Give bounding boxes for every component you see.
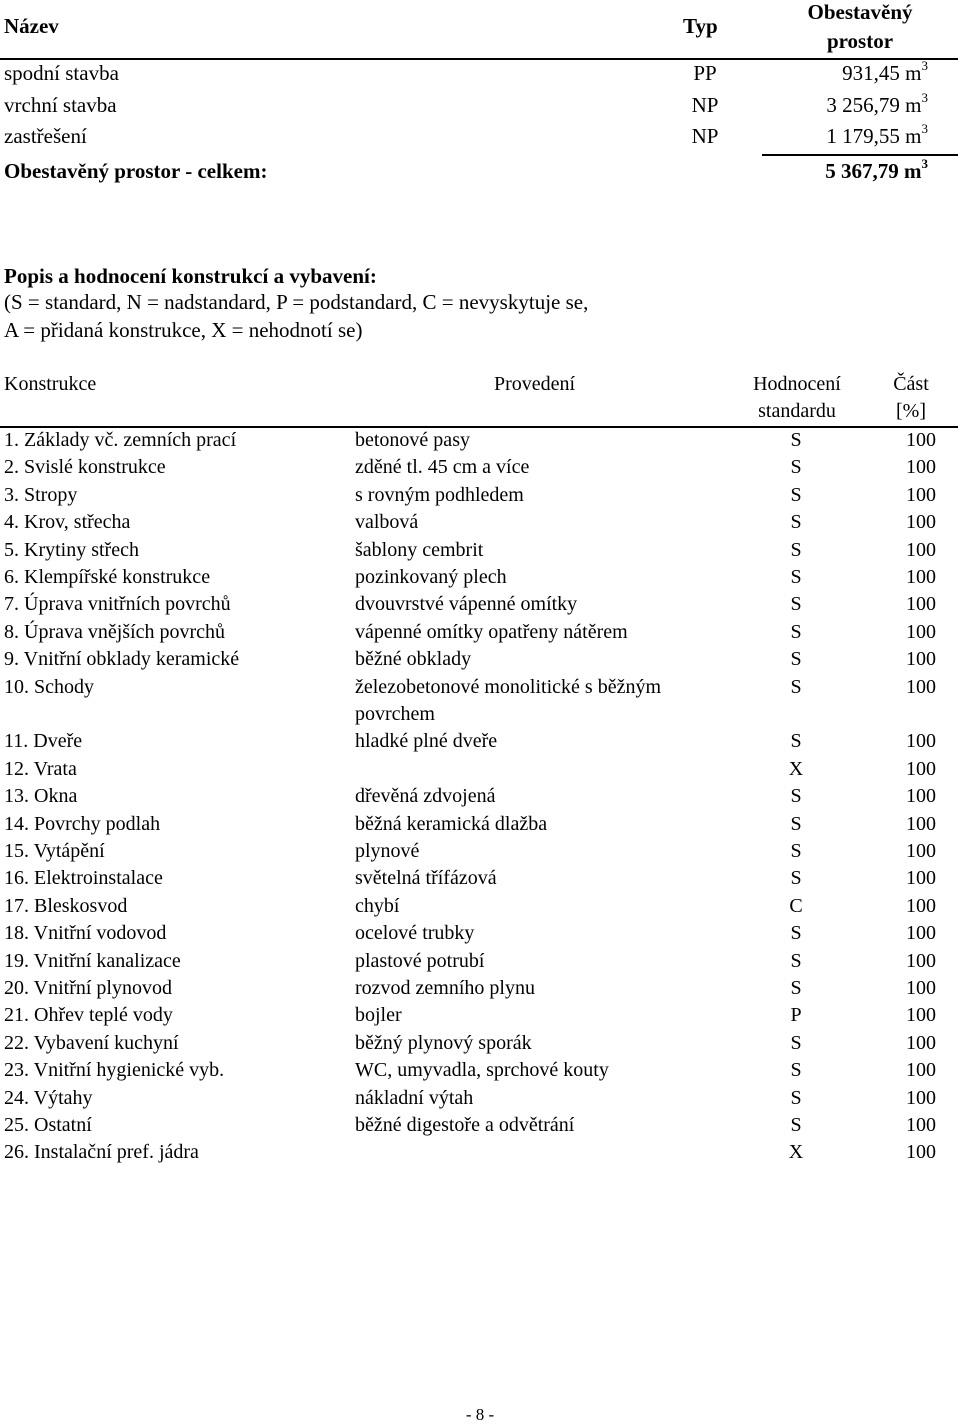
volume-row-name: zastřešení (4, 124, 87, 148)
table-row (0, 867, 960, 894)
volume-row-value: 3 256,79 $m^3$ (826, 90, 928, 117)
construction-execution-line2: povrchem (355, 703, 435, 725)
construction-share: 100 (906, 1114, 936, 1136)
construction-execution: světelná třífázová (355, 867, 497, 889)
construction-name: 7. Úprava vnitřních povrchů (4, 593, 231, 615)
construction-execution: běžná keramická dlažba (355, 813, 548, 835)
construction-rating: P (790, 1004, 802, 1026)
construction-execution: železobetonové monolitické s běžným (355, 676, 662, 698)
table-row (0, 977, 960, 1004)
construction-rating: S (790, 1114, 802, 1136)
construction-execution: s rovným podhledem (355, 484, 524, 506)
construction-execution: ocelové trubky (355, 922, 475, 944)
table-row (0, 539, 960, 566)
construction-rating: X (788, 1141, 804, 1163)
construction-share: 100 (906, 566, 936, 588)
construction-share: 100 (906, 950, 936, 972)
table-row (0, 950, 960, 977)
construction-name: 21. Ohřev teplé vody (4, 1004, 173, 1026)
volume-row-name: vrchní stavba (4, 93, 117, 117)
construction-execution: bojler (355, 1004, 402, 1026)
construction-rating: S (790, 429, 802, 451)
construction-share: 100 (906, 730, 936, 752)
construction-rating: S (790, 511, 802, 533)
construction-rating: S (790, 867, 802, 889)
header-space-line2: prostor (826, 29, 894, 53)
construction-execution: WC, umyvadla, sprchové kouty (355, 1059, 609, 1081)
construction-share: 100 (906, 867, 936, 889)
legend-line-1: (S = standard, N = nadstandard, P = podstandard, C = nevyskytuje se, (4, 290, 589, 314)
construction-rating: S (790, 566, 802, 588)
construction-name: 18. Vnitřní vodovod (4, 922, 167, 944)
construction-execution: pozinkovaný plech (355, 566, 507, 588)
construction-share: 100 (906, 1087, 936, 1109)
construction-share: 100 (906, 484, 936, 506)
table-row (0, 1141, 960, 1168)
table-row (0, 922, 960, 949)
construction-share: 100 (906, 840, 936, 862)
header-space-line1: Obestavěný (807, 0, 913, 24)
construction-rating: C (789, 895, 803, 917)
table-row (0, 456, 960, 483)
construction-rating: S (790, 593, 802, 615)
construction-name: 8. Úprava vnějších povrchů (4, 621, 226, 643)
table-row (0, 758, 960, 785)
construction-name: 1. Základy vč. zemních prací (4, 429, 237, 451)
header-share-line2: [%] (896, 400, 926, 422)
construction-rating: S (790, 922, 802, 944)
construction-execution: plynové (355, 840, 420, 862)
construction-share: 100 (906, 895, 936, 917)
table-row (0, 813, 960, 840)
construction-rating: S (790, 813, 802, 835)
construction-share: 100 (906, 511, 936, 533)
table-row (0, 676, 960, 725)
construction-name: 23. Vnitřní hygienické vyb. (4, 1059, 225, 1081)
volume-row-value: 1 179,55 $m^3$ (826, 121, 928, 148)
total-divider (762, 154, 958, 156)
construction-rating: S (790, 1059, 802, 1081)
construction-share: 100 (906, 785, 936, 807)
table-row (0, 621, 960, 648)
table-row (0, 840, 960, 867)
construction-rating: S (790, 539, 802, 561)
construction-share: 100 (906, 1141, 936, 1163)
construction-share: 100 (906, 1059, 936, 1081)
header-rating-line2: standardu (758, 400, 836, 422)
header-divider (0, 58, 958, 60)
construction-name: 19. Vnitřní kanalizace (4, 950, 181, 972)
volume-row-type: NP (691, 93, 719, 117)
header-name: Název (4, 14, 59, 38)
construction-share: 100 (906, 676, 936, 698)
construction-execution: zděné tl. 45 cm a více (355, 456, 530, 478)
table-row (0, 785, 960, 812)
construction-rating: S (790, 977, 802, 999)
page-number: - 8 - (465, 1405, 495, 1424)
total-value: 5 367,79 $m^3$ (825, 156, 928, 183)
construction-name: 26. Instalační pref. jádra (4, 1141, 199, 1163)
construction-share: 100 (906, 922, 936, 944)
construction-name: 15. Vytápění (4, 840, 105, 862)
total-label: Obestavěný prostor - celkem: (4, 159, 268, 183)
table-row (0, 1087, 960, 1114)
construction-execution: šablony cembrit (355, 539, 484, 561)
construction-execution: plastové potrubí (355, 950, 485, 972)
construction-share: 100 (906, 758, 936, 780)
construction-rating: X (788, 758, 804, 780)
construction-execution: běžný plynový sporák (355, 1032, 532, 1054)
construction-execution: hladké plné dveře (355, 730, 498, 752)
construction-share: 100 (906, 1032, 936, 1054)
construction-share: 100 (906, 1004, 936, 1026)
construction-name: 22. Vybavení kuchyní (4, 1032, 179, 1054)
construction-rating: S (790, 648, 802, 670)
construction-execution: vápenné omítky opatřeny nátěrem (355, 621, 628, 643)
construction-name: 25. Ostatní (4, 1114, 92, 1136)
construction-rating: S (790, 840, 802, 862)
construction-rating: S (790, 950, 802, 972)
table-row (0, 511, 960, 538)
construction-execution: betonové pasy (355, 429, 470, 451)
construction-rating: S (790, 1032, 802, 1054)
construction-name: 2. Svislé konstrukce (4, 456, 166, 478)
table-row (0, 484, 960, 511)
table-row (0, 593, 960, 620)
construction-name: 17. Bleskosvod (4, 895, 128, 917)
construction-execution: dřevěná zdvojená (355, 785, 496, 807)
construction-share: 100 (906, 429, 936, 451)
construction-name: 4. Krov, střecha (4, 511, 131, 533)
construction-name: 12. Vrata (4, 758, 77, 780)
construction-rating: S (790, 484, 802, 506)
construction-rating: S (790, 1087, 802, 1109)
construction-share: 100 (906, 621, 936, 643)
construction-execution: chybí (355, 895, 400, 917)
construction-execution: dvouvrstvé vápenné omítky (355, 593, 578, 615)
construction-share: 100 (906, 593, 936, 615)
construction-share: 100 (906, 539, 936, 561)
construction-name: 14. Povrchy podlah (4, 813, 161, 835)
construction-rating: S (790, 676, 802, 698)
construction-name: 20. Vnitřní plynovod (4, 977, 172, 999)
volume-row-type: PP (693, 61, 717, 85)
construction-execution: rozvod zemního plynu (355, 977, 535, 999)
header-execution: Provedení (494, 373, 576, 395)
header-rating-line1: Hodnocení (753, 373, 841, 395)
table-row (0, 429, 960, 456)
construction-share: 100 (906, 648, 936, 670)
construction-execution: valbová (355, 511, 419, 533)
construction-name: 24. Výtahy (4, 1087, 93, 1109)
construction-name: 5. Krytiny střech (4, 539, 139, 561)
construction-name: 9. Vnitřní obklady keramické (4, 648, 240, 670)
construction-name: 11. Dveře (4, 730, 83, 752)
construction-name: 16. Elektroinstalace (4, 867, 163, 889)
construction-share: 100 (906, 813, 936, 835)
construction-share: 100 (906, 456, 936, 478)
construction-name: 10. Schody (4, 676, 94, 698)
construction-name: 13. Okna (4, 785, 78, 807)
volume-row-value: 931,45 $m^3$ (842, 58, 928, 85)
volume-row-name: spodní stavba (4, 61, 119, 85)
construction-header-divider (0, 426, 958, 428)
legend-line-2: A = přidaná konstrukce, X = nehodnotí se) (4, 318, 363, 342)
table-row (0, 648, 960, 675)
construction-name: 6. Klempířské konstrukce (4, 566, 211, 588)
construction-execution: běžné obklady (355, 648, 472, 670)
header-construction: Konstrukce (4, 373, 97, 395)
volume-row-type: NP (691, 124, 719, 148)
construction-rating: S (790, 785, 802, 807)
construction-rating: S (790, 456, 802, 478)
header-type: Typ (683, 14, 718, 38)
construction-name: 3. Stropy (4, 484, 78, 506)
table-row (0, 1114, 960, 1141)
table-row (0, 895, 960, 922)
construction-execution: nákladní výtah (355, 1087, 474, 1109)
construction-rating: S (790, 730, 802, 752)
table-row (0, 730, 960, 757)
table-row (0, 566, 960, 593)
table-row (0, 1004, 960, 1031)
header-share-line1: Část (893, 373, 929, 395)
section-title: Popis a hodnocení konstrukcí a vybavení: (4, 264, 377, 288)
table-row (0, 1059, 960, 1086)
construction-share: 100 (906, 977, 936, 999)
table-row (0, 1032, 960, 1059)
construction-execution: běžné digestoře a odvětrání (355, 1114, 575, 1136)
construction-rating: S (790, 621, 802, 643)
